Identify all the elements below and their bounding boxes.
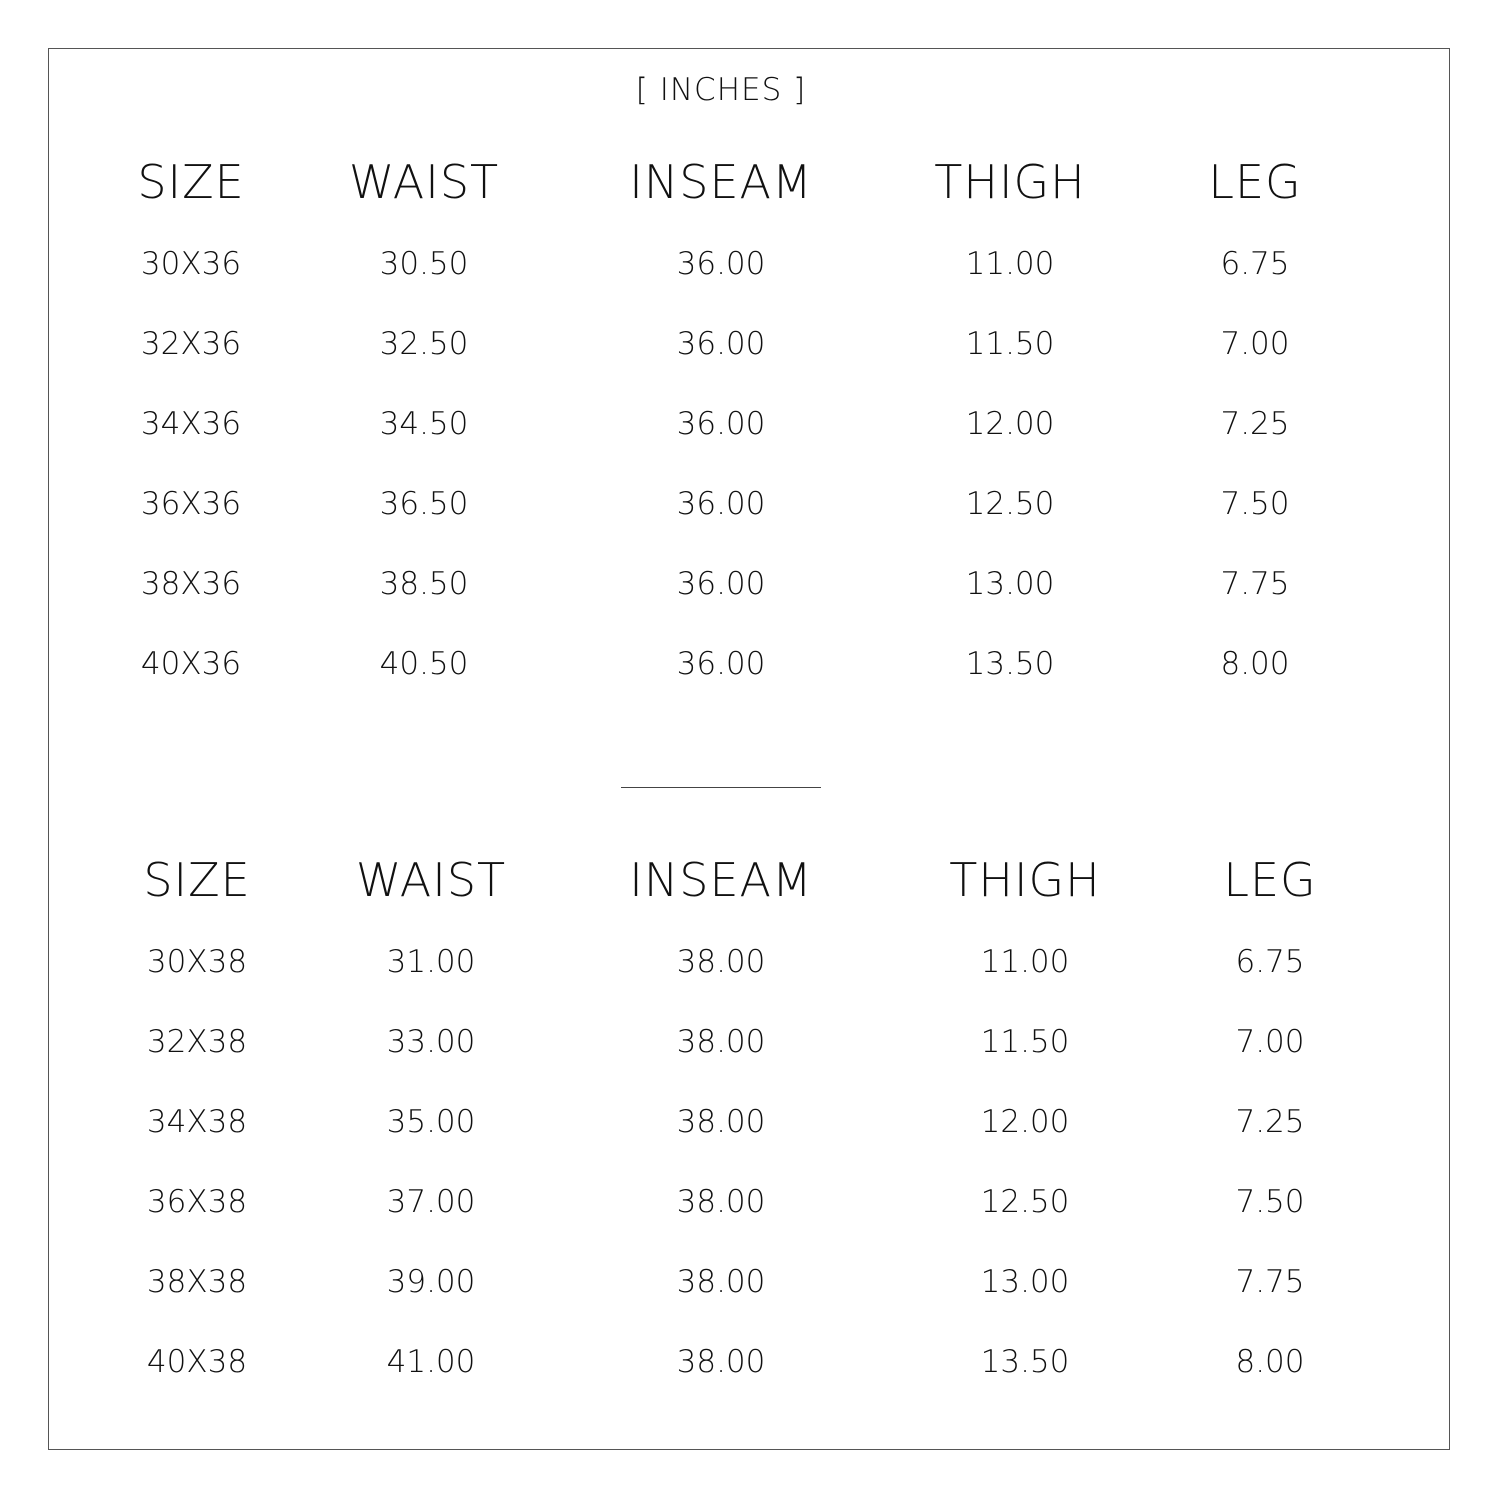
- header-size: SIZE: [137, 155, 245, 209]
- cell-leg: 7.75: [1235, 1264, 1305, 1300]
- cell-waist: 39.00: [386, 1264, 476, 1300]
- cell-size: 40X38: [146, 1344, 248, 1380]
- cell-inseam: 38.00: [676, 1104, 766, 1140]
- table-row: [0, 304, 1500, 384]
- cell-size: 30X38: [146, 944, 248, 980]
- cell-size: 36X36: [140, 486, 242, 522]
- cell-thigh: 13.50: [965, 646, 1055, 682]
- header-inseam: INSEAM: [629, 155, 813, 209]
- cell-inseam: 36.00: [676, 646, 766, 682]
- cell-waist: 31.00: [386, 944, 476, 980]
- table-header-row: [0, 140, 1500, 224]
- cell-thigh: 11.00: [965, 246, 1055, 282]
- cell-inseam: 38.00: [676, 1344, 766, 1380]
- header-leg: LEG: [1223, 853, 1317, 907]
- cell-inseam: 38.00: [676, 1184, 766, 1220]
- cell-thigh: 12.00: [980, 1104, 1070, 1140]
- cell-leg: 6.75: [1220, 246, 1290, 282]
- cell-thigh: 13.50: [980, 1344, 1070, 1380]
- table-row: [0, 544, 1500, 624]
- cell-size: 32X36: [140, 326, 242, 362]
- cell-leg: 6.75: [1235, 944, 1305, 980]
- cell-size: 34X36: [140, 406, 242, 442]
- table-row: [0, 464, 1500, 544]
- cell-leg: 8.00: [1220, 646, 1290, 682]
- table-row: [0, 1162, 1500, 1242]
- cell-leg: 7.00: [1235, 1024, 1305, 1060]
- table-row: [0, 1322, 1500, 1402]
- cell-waist: 41.00: [386, 1344, 476, 1380]
- header-leg: LEG: [1208, 155, 1302, 209]
- cell-inseam: 36.00: [676, 566, 766, 602]
- cell-leg: 7.25: [1220, 406, 1290, 442]
- cell-size: 30X36: [140, 246, 242, 282]
- table-row: [0, 624, 1500, 704]
- unit-label: [ INCHES ]: [635, 72, 807, 108]
- cell-thigh: 12.50: [980, 1184, 1070, 1220]
- cell-leg: 7.50: [1220, 486, 1290, 522]
- cell-thigh: 13.00: [980, 1264, 1070, 1300]
- cell-size: 38X38: [146, 1264, 248, 1300]
- cell-inseam: 36.00: [676, 406, 766, 442]
- header-inseam: INSEAM: [629, 853, 813, 907]
- cell-leg: 7.00: [1220, 326, 1290, 362]
- cell-thigh: 11.00: [980, 944, 1070, 980]
- cell-leg: 7.25: [1235, 1104, 1305, 1140]
- cell-waist: 35.00: [386, 1104, 476, 1140]
- cell-size: 38X36: [140, 566, 242, 602]
- table-row: [0, 1002, 1500, 1082]
- header-thigh: THIGH: [949, 853, 1101, 907]
- cell-thigh: 11.50: [980, 1024, 1070, 1060]
- cell-waist: 32.50: [379, 326, 469, 362]
- table-row: [0, 922, 1500, 1002]
- header-size: SIZE: [143, 853, 251, 907]
- cell-inseam: 38.00: [676, 944, 766, 980]
- cell-inseam: 36.00: [676, 326, 766, 362]
- cell-leg: 8.00: [1235, 1344, 1305, 1380]
- cell-thigh: 12.00: [965, 406, 1055, 442]
- cell-size: 32X38: [146, 1024, 248, 1060]
- cell-waist: 30.50: [379, 246, 469, 282]
- cell-inseam: 38.00: [676, 1024, 766, 1060]
- size-table-38-inseam: [0, 838, 1500, 1402]
- cell-inseam: 38.00: [676, 1264, 766, 1300]
- table-row: [0, 224, 1500, 304]
- cell-inseam: 36.00: [676, 246, 766, 282]
- cell-waist: 34.50: [379, 406, 469, 442]
- cell-thigh: 11.50: [965, 326, 1055, 362]
- table-header-row: [0, 838, 1500, 922]
- cell-waist: 38.50: [379, 566, 469, 602]
- cell-thigh: 13.00: [965, 566, 1055, 602]
- header-waist: WAIST: [348, 155, 500, 209]
- section-divider: [621, 787, 821, 788]
- cell-leg: 7.50: [1235, 1184, 1305, 1220]
- cell-waist: 37.00: [386, 1184, 476, 1220]
- cell-waist: 36.50: [379, 486, 469, 522]
- cell-inseam: 36.00: [676, 486, 766, 522]
- cell-size: 36X38: [146, 1184, 248, 1220]
- table-row: [0, 384, 1500, 464]
- cell-size: 34X38: [146, 1104, 248, 1140]
- header-thigh: THIGH: [934, 155, 1086, 209]
- header-waist: WAIST: [355, 853, 507, 907]
- cell-thigh: 12.50: [965, 486, 1055, 522]
- table-row: [0, 1242, 1500, 1322]
- cell-waist: 33.00: [386, 1024, 476, 1060]
- table-row: [0, 1082, 1500, 1162]
- cell-waist: 40.50: [379, 646, 469, 682]
- size-table-36-inseam: [0, 140, 1500, 704]
- cell-leg: 7.75: [1220, 566, 1290, 602]
- cell-size: 40X36: [140, 646, 242, 682]
